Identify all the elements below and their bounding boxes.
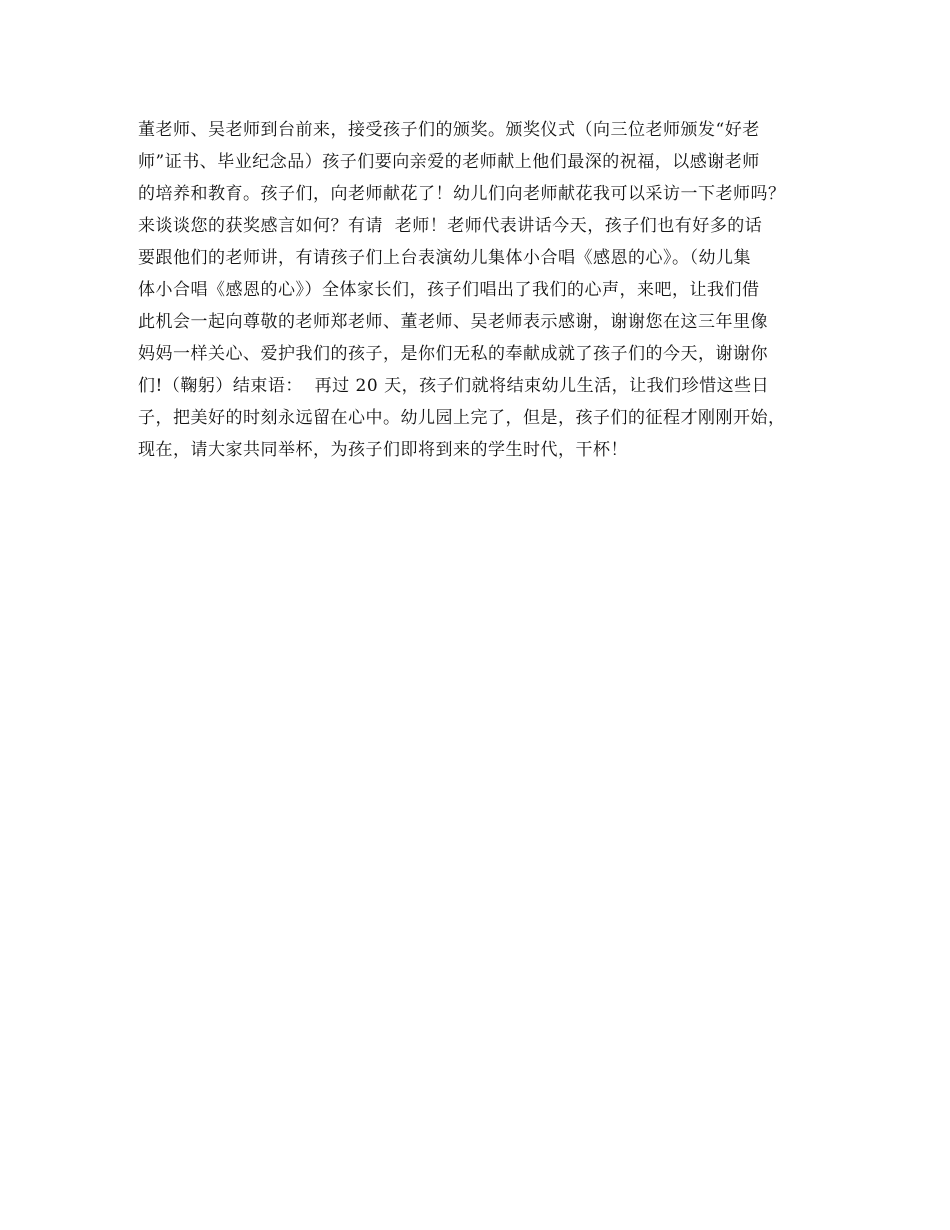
text-line: 子，把美好的时刻永远留在心中。幼儿园上完了，但是，孩子们的征程才刚刚开始， xyxy=(138,408,786,428)
text-line: 董老师、吴老师到台前来，接受孩子们的颁奖。颁奖仪式（向三位老师颁发“好老 xyxy=(138,120,760,140)
text-line: 们!（鞠躬）结束语： 再过 20 天，孩子们就将结束幼儿生活，让我们珍惜这些日 xyxy=(138,376,770,396)
text-line: 来谈谈您的获奖感言如何？有请 老师！老师代表讲话今天，孩子们也有好多的话 xyxy=(138,216,763,236)
text-line: 的培养和教育。孩子们，向老师献花了！幼儿们向老师献花我可以采访一下老师吗？ xyxy=(138,184,786,204)
text-line: 体小合唱《感恩的心》）全体家长们，孩子们唱出了我们的心声，来吧，让我们借 xyxy=(138,280,760,300)
text-line: 妈妈一样关心、爱护我们的孩子，是你们无私的奉献成就了孩子们的今天，谢谢你 xyxy=(138,344,768,364)
text-line: 现在，请大家共同举杯，为孩子们即将到来的学生时代，干杯！ xyxy=(138,440,628,460)
body-paragraph xyxy=(138,114,838,466)
text-line: 此机会一起向尊敬的老师郑老师、董老师、吴老师表示感谢，谢谢您在这三年里像 xyxy=(138,312,768,332)
text-line: 要跟他们的老师讲，有请孩子们上台表演幼儿集体小合唱《感恩的心》。（幼儿集 xyxy=(138,248,751,268)
text-line: 师”证书、毕业纪念品）孩子们要向亲爱的老师献上他们最深的祝福，以感谢老师 xyxy=(138,152,760,172)
